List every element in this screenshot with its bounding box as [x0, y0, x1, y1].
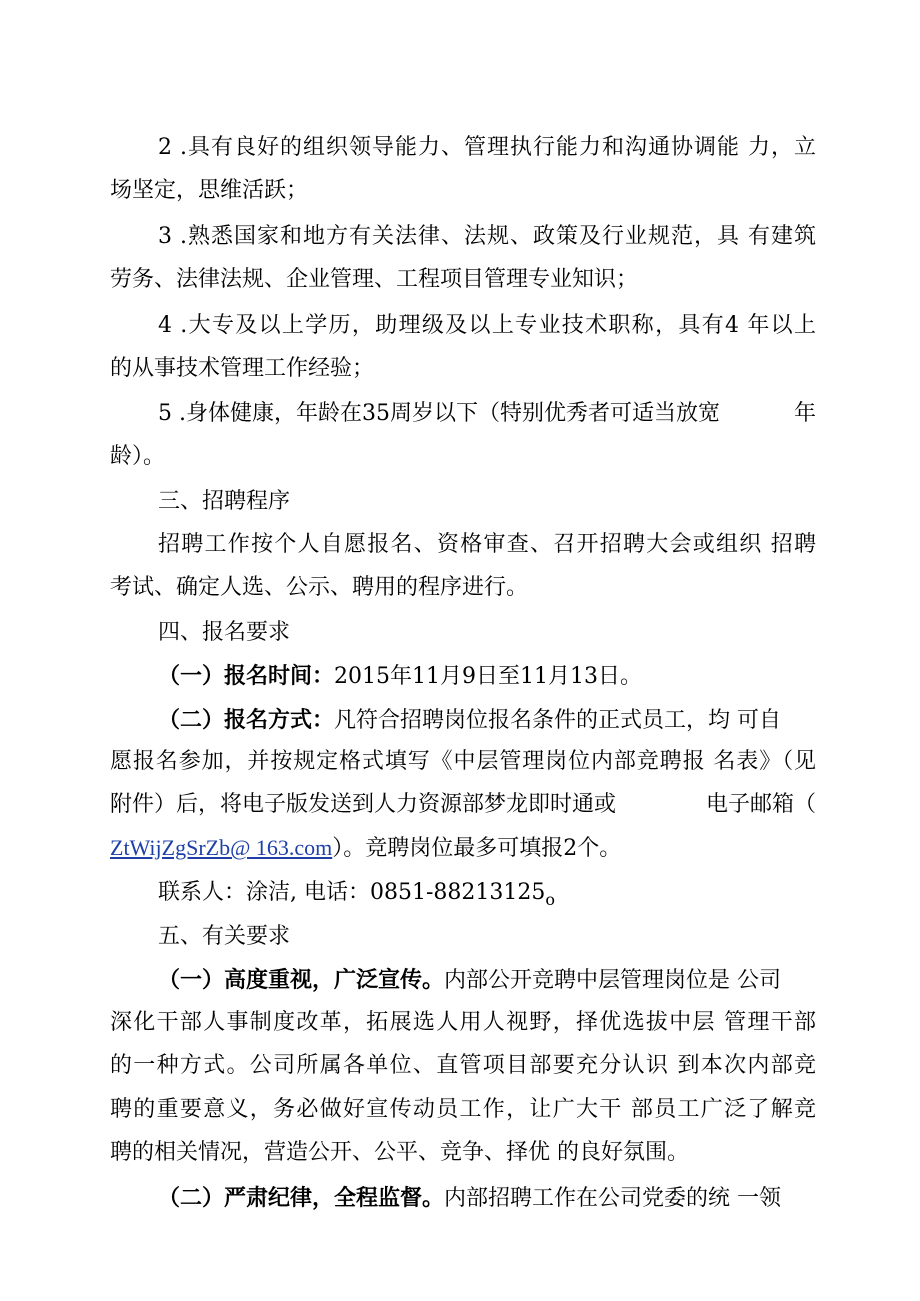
requirement-2-text-1: 内部招聘工作在公司党委的统 一领: [444, 1186, 782, 1211]
section-3-para-line-2: 考试、确定人选、公示、聘用的程序进行。: [110, 575, 529, 600]
signup-time-value: 2015年11月9日至11月13日。: [334, 664, 642, 689]
requirement-2-line-1: [158, 1181, 816, 1215]
item-5-text: 5 .身体健康，年龄在35周岁以下（特别优秀者可适当放宽: [158, 401, 720, 426]
item-4-line-1: 4 .大专及以上学历，助理级及以上专业技术职称，具有4 年以上: [158, 313, 816, 338]
contact-end-mark: o: [545, 890, 556, 909]
item-5-tail: 年: [793, 401, 816, 426]
contact-text: 联系人：涂洁, 电话：0851-88213125: [158, 880, 546, 905]
signup-method-line-1: [158, 703, 816, 737]
email-link[interactable]: ZtWijZgSrZb@ 163.com: [110, 835, 333, 860]
section-4-heading: 四、报名要求: [158, 620, 291, 645]
signup-method-text-3b: 电子邮箱（: [705, 792, 816, 817]
signup-method-line-4: [110, 831, 816, 865]
section-5-heading: 五、有关要求: [158, 924, 291, 949]
requirement-1-label: （一）高度重视，广泛宣传。: [158, 967, 445, 993]
requirement-1-line-4: 聘的重要意义，务必做好宣传动员工作，让广大干 部员工广泛了解竞: [110, 1097, 816, 1122]
item-2-line-2: 场坚定，思维活跃；: [110, 178, 309, 203]
requirement-2-label: （二）严肃纪律，全程监督。: [158, 1185, 445, 1211]
item-5-line-2: 龄）。: [110, 444, 166, 469]
signup-method-line-2: 愿报名参加，并按规定格式填写《中层管理岗位内部竞聘报 名表》（见: [110, 749, 816, 774]
signup-method-text-4: ）。竞聘岗位最多可填报2个。: [332, 836, 622, 861]
signup-time-line: [158, 659, 816, 693]
signup-method-label: （二）报名方式：: [158, 707, 335, 733]
signup-method-line-3: [110, 788, 816, 822]
contact-line: [158, 876, 816, 910]
item-4-line-2: 的从事技术管理工作经验；: [110, 356, 375, 381]
section-3-heading: 三、招聘程序: [158, 489, 291, 514]
requirement-1-line-2: 深化干部人事制度改革，拓展选人用人视野，择优选拔中层 管理干部: [110, 1010, 816, 1035]
requirement-1-line-5: 聘的相关情况，营造公开、公平、竞争、择优 的良好氛围。: [110, 1140, 689, 1165]
section-3-para-line-1: 招聘工作按个人自愿报名、资格审查、召开招聘大会或组织 招聘: [158, 532, 816, 557]
signup-method-text-3a: 附件）后，将电子版发送到人力资源部梦龙即时通或: [110, 792, 617, 817]
signup-method-text-1: 凡符合招聘岗位报名条件的正式员工，均 可自: [334, 708, 782, 733]
requirement-1-line-3: 的一种方式。公司所属各单位、直管项目部要充分认识 到本次内部竞: [110, 1053, 816, 1078]
item-5-line-1: [158, 397, 816, 431]
signup-time-label: （一）报名时间：: [158, 663, 335, 689]
item-2-line-1: 2 .具有良好的组织领导能力、管理执行能力和沟通协调能 力，立: [158, 135, 816, 160]
requirement-1-text-1: 内部公开竞聘中层管理岗位是 公司: [444, 968, 782, 993]
item-3-line-1: 3 .熟悉国家和地方有关法律、法规、政策及行业规范，具 有建筑: [158, 224, 816, 249]
requirement-1-line-1: [158, 963, 816, 997]
item-3-line-2: 劳务、法律法规、企业管理、工程项目管理专业知识；: [110, 267, 639, 292]
